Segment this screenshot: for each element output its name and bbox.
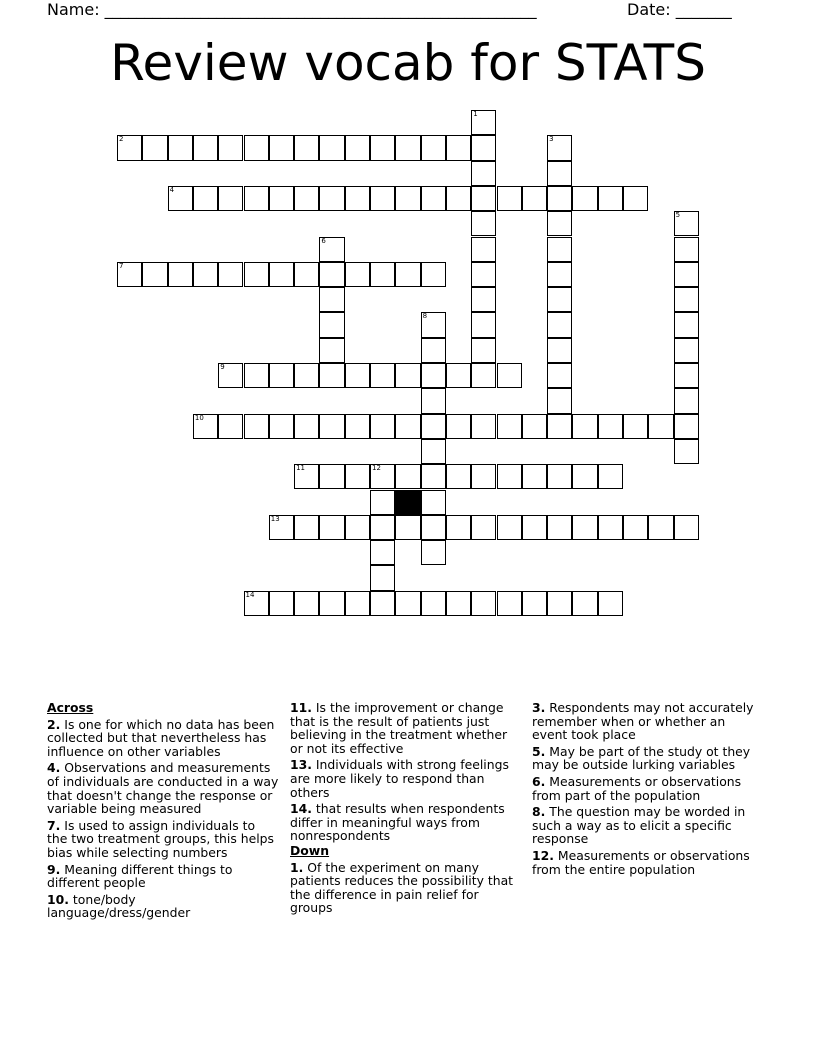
grid-cell[interactable] bbox=[142, 135, 167, 160]
grid-cell[interactable] bbox=[294, 414, 319, 439]
clue-text: Of the experiment on many patients reduces the possibility that the difference in pain relief for groups bbox=[290, 859, 514, 916]
clue-across-10 bbox=[47, 893, 279, 920]
clue-across-7 bbox=[47, 819, 279, 860]
grid-cell[interactable] bbox=[674, 262, 699, 287]
grid-cell[interactable] bbox=[547, 338, 572, 363]
clue-number: 10. bbox=[47, 891, 69, 907]
grid-cell[interactable] bbox=[168, 186, 193, 211]
grid-cell[interactable] bbox=[471, 211, 496, 236]
grid-cell[interactable] bbox=[674, 363, 699, 388]
date-field[interactable]: Date: _______ bbox=[627, 0, 732, 19]
grid-cell[interactable] bbox=[370, 490, 395, 515]
clue-number: 8. bbox=[532, 804, 546, 820]
grid-cell[interactable] bbox=[547, 591, 572, 616]
grid-cell[interactable] bbox=[674, 338, 699, 363]
clue-down-5 bbox=[532, 745, 764, 772]
clue-text: Is one for which no data has been collected but that nevertheless has influence on other variables bbox=[47, 716, 275, 759]
grid-cell[interactable] bbox=[370, 186, 395, 211]
clue-text: Observations and measurements of individuals are conducted in a way that doesn't change the response or variable being measured bbox=[47, 760, 279, 817]
clue-number-label: 1 bbox=[473, 110, 478, 118]
grid-cell[interactable] bbox=[522, 186, 547, 211]
grid-cell[interactable] bbox=[471, 414, 496, 439]
grid-cell[interactable] bbox=[395, 135, 420, 160]
name-field[interactable]: Name: ______________________________________________________ bbox=[47, 0, 537, 19]
grid-cell[interactable] bbox=[421, 490, 446, 515]
grid-cell[interactable] bbox=[522, 515, 547, 540]
clue-number: 12. bbox=[532, 847, 554, 863]
grid-cell[interactable] bbox=[674, 388, 699, 413]
grid-cell[interactable] bbox=[218, 414, 243, 439]
grid-cell[interactable] bbox=[395, 515, 420, 540]
grid-cell[interactable] bbox=[674, 414, 699, 439]
grid-cell[interactable] bbox=[421, 439, 446, 464]
grid-cell[interactable] bbox=[218, 363, 243, 388]
clue-number-label: 4 bbox=[169, 185, 175, 194]
grid-cell[interactable] bbox=[522, 464, 547, 489]
grid-cell[interactable] bbox=[623, 186, 648, 211]
clue-across-13 bbox=[290, 758, 522, 799]
grid-cell[interactable] bbox=[497, 414, 522, 439]
grid-cell[interactable] bbox=[446, 186, 471, 211]
grid-cell[interactable] bbox=[446, 515, 471, 540]
grid-cell[interactable] bbox=[395, 262, 420, 287]
clue-number: 6. bbox=[532, 773, 546, 789]
clue-down-3 bbox=[532, 701, 764, 742]
clue-column-2 bbox=[290, 700, 522, 915]
clue-text: Is the improvement or change that is the result of patients just believing in the treatment whether or not its effective bbox=[290, 700, 508, 756]
grid-cell[interactable] bbox=[345, 414, 370, 439]
clue-across-9 bbox=[47, 863, 279, 890]
grid-cell[interactable] bbox=[319, 186, 344, 211]
grid-cell[interactable] bbox=[370, 515, 395, 540]
grid-cell[interactable] bbox=[547, 186, 572, 211]
grid-cell[interactable] bbox=[117, 262, 142, 287]
clue-number-label: 6 bbox=[321, 236, 326, 245]
grid-cell[interactable] bbox=[446, 135, 471, 160]
page-title: Review vocab for STATS bbox=[110, 34, 706, 92]
grid-cell[interactable] bbox=[193, 414, 218, 439]
grid-cell[interactable] bbox=[547, 363, 572, 388]
grid-cell[interactable] bbox=[168, 135, 193, 160]
grid-cell[interactable] bbox=[294, 591, 319, 616]
grid-cell[interactable] bbox=[471, 515, 496, 540]
grid-cell[interactable] bbox=[294, 515, 319, 540]
clue-down-12 bbox=[532, 849, 764, 876]
grid-cell[interactable] bbox=[471, 312, 496, 337]
clue-down-6 bbox=[532, 775, 764, 802]
grid-cell[interactable] bbox=[269, 591, 294, 616]
grid-cell[interactable] bbox=[421, 262, 446, 287]
clue-text: The question may be worded in such a way as to elicit a specific response bbox=[532, 804, 746, 847]
grid-cell[interactable] bbox=[471, 186, 496, 211]
grid-cell[interactable] bbox=[421, 135, 446, 160]
grid-cell[interactable] bbox=[319, 414, 344, 439]
clue-text: May be part of the study ot they may be outside lurking variables bbox=[532, 743, 751, 773]
grid-cell[interactable] bbox=[421, 363, 446, 388]
grid-cell[interactable] bbox=[395, 363, 420, 388]
grid-cell[interactable] bbox=[547, 312, 572, 337]
grid-cell[interactable] bbox=[244, 414, 269, 439]
clue-number: 7. bbox=[47, 817, 61, 833]
grid-cell[interactable] bbox=[370, 363, 395, 388]
grid-cell[interactable] bbox=[674, 237, 699, 262]
grid-cell[interactable] bbox=[319, 262, 344, 287]
grid-cell[interactable] bbox=[395, 414, 420, 439]
grid-cell[interactable] bbox=[497, 186, 522, 211]
grid-cell[interactable] bbox=[547, 414, 572, 439]
grid-cell[interactable] bbox=[674, 515, 699, 540]
clue-number-label: 5 bbox=[675, 211, 681, 220]
grid-cell[interactable] bbox=[471, 464, 496, 489]
clue-number-label: 13 bbox=[270, 514, 280, 523]
clue-number-label: 2 bbox=[119, 135, 124, 144]
grid-cell[interactable] bbox=[269, 363, 294, 388]
clue-across-2 bbox=[47, 718, 279, 759]
grid-cell[interactable] bbox=[674, 312, 699, 337]
grid-cell[interactable] bbox=[294, 186, 319, 211]
grid-cell[interactable] bbox=[421, 186, 446, 211]
clue-column-3 bbox=[532, 700, 764, 876]
grid-cell[interactable] bbox=[648, 515, 673, 540]
grid-cell[interactable] bbox=[294, 262, 319, 287]
grid-cell[interactable] bbox=[421, 464, 446, 489]
grid-cell[interactable] bbox=[547, 464, 572, 489]
grid-cell[interactable] bbox=[547, 237, 572, 262]
grid-cell[interactable] bbox=[244, 262, 269, 287]
down-heading: Down bbox=[290, 842, 330, 858]
grid-cell[interactable] bbox=[446, 464, 471, 489]
grid-cell[interactable] bbox=[421, 338, 446, 363]
grid-cell[interactable] bbox=[142, 262, 167, 287]
grid-cell[interactable] bbox=[547, 287, 572, 312]
clue-number-label: 12 bbox=[372, 464, 381, 473]
grid-cell[interactable] bbox=[471, 591, 496, 616]
grid-cell[interactable] bbox=[319, 287, 344, 312]
grid-cell[interactable] bbox=[395, 186, 420, 211]
grid-cell[interactable] bbox=[421, 540, 446, 565]
clue-number: 9. bbox=[47, 861, 61, 877]
grid-cell[interactable] bbox=[193, 262, 218, 287]
grid-cell[interactable] bbox=[421, 312, 446, 337]
grid-cell[interactable] bbox=[471, 338, 496, 363]
grid-cell[interactable] bbox=[674, 439, 699, 464]
grid-cell[interactable] bbox=[319, 464, 344, 489]
grid-cell[interactable] bbox=[117, 135, 142, 160]
grid-cell[interactable] bbox=[193, 135, 218, 160]
clue-number-label: 11 bbox=[296, 464, 306, 473]
clue-down-1 bbox=[290, 861, 522, 915]
clue-number-label: 9 bbox=[220, 363, 225, 371]
grid-cell[interactable] bbox=[319, 312, 344, 337]
clue-number: 1. bbox=[290, 859, 304, 875]
grid-cell[interactable] bbox=[446, 591, 471, 616]
clue-number: 5. bbox=[532, 743, 546, 759]
grid-cell[interactable] bbox=[572, 464, 597, 489]
clue-text: Measurements or observations from part of the population bbox=[532, 773, 742, 803]
grid-cell[interactable] bbox=[648, 414, 673, 439]
grid-cell[interactable] bbox=[598, 414, 623, 439]
clue-number-label: 3 bbox=[549, 135, 554, 144]
grid-cell[interactable] bbox=[319, 237, 344, 262]
clue-down-8 bbox=[532, 805, 764, 846]
grid-cell[interactable] bbox=[269, 515, 294, 540]
clue-column-1 bbox=[47, 700, 279, 920]
grid-cell[interactable] bbox=[623, 515, 648, 540]
grid-cell[interactable] bbox=[294, 135, 319, 160]
clue-across-14 bbox=[290, 802, 522, 843]
grid-cell[interactable] bbox=[345, 262, 370, 287]
clue-text: tone/body language/dress/gender bbox=[47, 891, 191, 921]
grid-cell[interactable] bbox=[471, 110, 496, 135]
grid-cell[interactable] bbox=[269, 186, 294, 211]
clue-number-label: 7 bbox=[119, 261, 124, 270]
grid-cell[interactable] bbox=[471, 287, 496, 312]
grid-cell[interactable] bbox=[497, 591, 522, 616]
grid-cell[interactable] bbox=[471, 262, 496, 287]
grid-cell[interactable] bbox=[598, 515, 623, 540]
grid-cell[interactable] bbox=[547, 161, 572, 186]
grid-cell[interactable] bbox=[471, 161, 496, 186]
grid-cell[interactable] bbox=[244, 591, 269, 616]
grid-cell[interactable] bbox=[370, 414, 395, 439]
grid-cell[interactable] bbox=[421, 515, 446, 540]
clue-text: Meaning different things to different people bbox=[47, 861, 233, 891]
grid-cell[interactable] bbox=[674, 287, 699, 312]
grid-cell[interactable] bbox=[421, 591, 446, 616]
grid-cell[interactable] bbox=[497, 464, 522, 489]
grid-cell[interactable] bbox=[547, 388, 572, 413]
grid-cell[interactable] bbox=[193, 186, 218, 211]
grid-cell[interactable] bbox=[319, 591, 344, 616]
grid-cell[interactable] bbox=[294, 363, 319, 388]
grid-cell[interactable] bbox=[218, 262, 243, 287]
grid-cell[interactable] bbox=[370, 540, 395, 565]
grid-cell[interactable] bbox=[319, 338, 344, 363]
grid-cell[interactable] bbox=[674, 211, 699, 236]
grid-cell[interactable] bbox=[421, 388, 446, 413]
clue-number: 3. bbox=[532, 700, 546, 715]
grid-cell[interactable] bbox=[168, 262, 193, 287]
grid-cell[interactable] bbox=[345, 363, 370, 388]
grid-cell[interactable] bbox=[572, 186, 597, 211]
grid-cell[interactable] bbox=[471, 237, 496, 262]
grid-cell[interactable] bbox=[598, 591, 623, 616]
grid-cell[interactable] bbox=[395, 464, 420, 489]
clue-text: that results when respondents differ in meaningful ways from nonrespondents bbox=[290, 801, 505, 844]
grid-cell[interactable] bbox=[497, 515, 522, 540]
grid-cell[interactable] bbox=[269, 135, 294, 160]
grid-cell[interactable] bbox=[345, 186, 370, 211]
grid-cell[interactable] bbox=[370, 464, 395, 489]
grid-cell[interactable] bbox=[522, 591, 547, 616]
grid-cell[interactable] bbox=[497, 363, 522, 388]
clue-number: 4. bbox=[47, 760, 61, 776]
grid-cell[interactable] bbox=[370, 565, 395, 590]
grid-cell[interactable] bbox=[471, 363, 496, 388]
grid-cell[interactable] bbox=[345, 515, 370, 540]
grid-cell[interactable] bbox=[370, 591, 395, 616]
grid-cell[interactable] bbox=[623, 414, 648, 439]
clue-number: 14. bbox=[290, 801, 312, 817]
clue-number-label: 14 bbox=[245, 590, 255, 599]
clue-number: 11. bbox=[290, 700, 312, 715]
clue-number-label: 8 bbox=[422, 312, 428, 321]
grid-cell[interactable] bbox=[421, 414, 446, 439]
grid-cell[interactable] bbox=[345, 135, 370, 160]
grid-cell[interactable] bbox=[319, 363, 344, 388]
grid-cell[interactable] bbox=[269, 414, 294, 439]
grid-cell[interactable] bbox=[547, 515, 572, 540]
grid-cell[interactable] bbox=[218, 186, 243, 211]
clue-text: Measurements or observations from the entire population bbox=[532, 847, 750, 877]
grid-cell[interactable] bbox=[294, 464, 319, 489]
grid-cell[interactable] bbox=[319, 135, 344, 160]
grid-cell[interactable] bbox=[547, 262, 572, 287]
grid-cell[interactable] bbox=[345, 464, 370, 489]
clue-text: Respondents may not accurately remember when or whether an event took place bbox=[532, 700, 754, 743]
grid-cell[interactable] bbox=[319, 515, 344, 540]
grid-cell[interactable] bbox=[572, 515, 597, 540]
black-cell bbox=[395, 490, 420, 515]
clue-number-label: 10 bbox=[194, 413, 204, 422]
grid-cell[interactable] bbox=[370, 135, 395, 160]
grid-cell[interactable] bbox=[547, 211, 572, 236]
grid-cell[interactable] bbox=[446, 414, 471, 439]
grid-cell[interactable] bbox=[370, 262, 395, 287]
grid-cell[interactable] bbox=[244, 186, 269, 211]
grid-cell[interactable] bbox=[345, 591, 370, 616]
grid-cell[interactable] bbox=[598, 464, 623, 489]
grid-cell[interactable] bbox=[547, 135, 572, 160]
grid-cell[interactable] bbox=[471, 135, 496, 160]
clue-number: 13. bbox=[290, 757, 312, 773]
grid-cell[interactable] bbox=[572, 414, 597, 439]
clue-number: 2. bbox=[47, 716, 61, 732]
grid-cell[interactable] bbox=[522, 414, 547, 439]
grid-cell[interactable] bbox=[446, 363, 471, 388]
grid-cell[interactable] bbox=[244, 135, 269, 160]
grid-cell[interactable] bbox=[218, 135, 243, 160]
grid-cell[interactable] bbox=[395, 591, 420, 616]
across-heading: Across bbox=[47, 700, 94, 715]
clue-across-11 bbox=[290, 701, 522, 755]
clue-text: Is used to assign individuals to the two treatment groups, this helps bias while selecting numbers bbox=[47, 817, 274, 860]
grid-cell[interactable] bbox=[572, 591, 597, 616]
clue-across-4 bbox=[47, 761, 279, 815]
clue-text: Individuals with strong feelings are more likely to respond than others bbox=[290, 757, 509, 800]
grid-cell[interactable] bbox=[244, 363, 269, 388]
grid-cell[interactable] bbox=[269, 262, 294, 287]
grid-cell[interactable] bbox=[598, 186, 623, 211]
